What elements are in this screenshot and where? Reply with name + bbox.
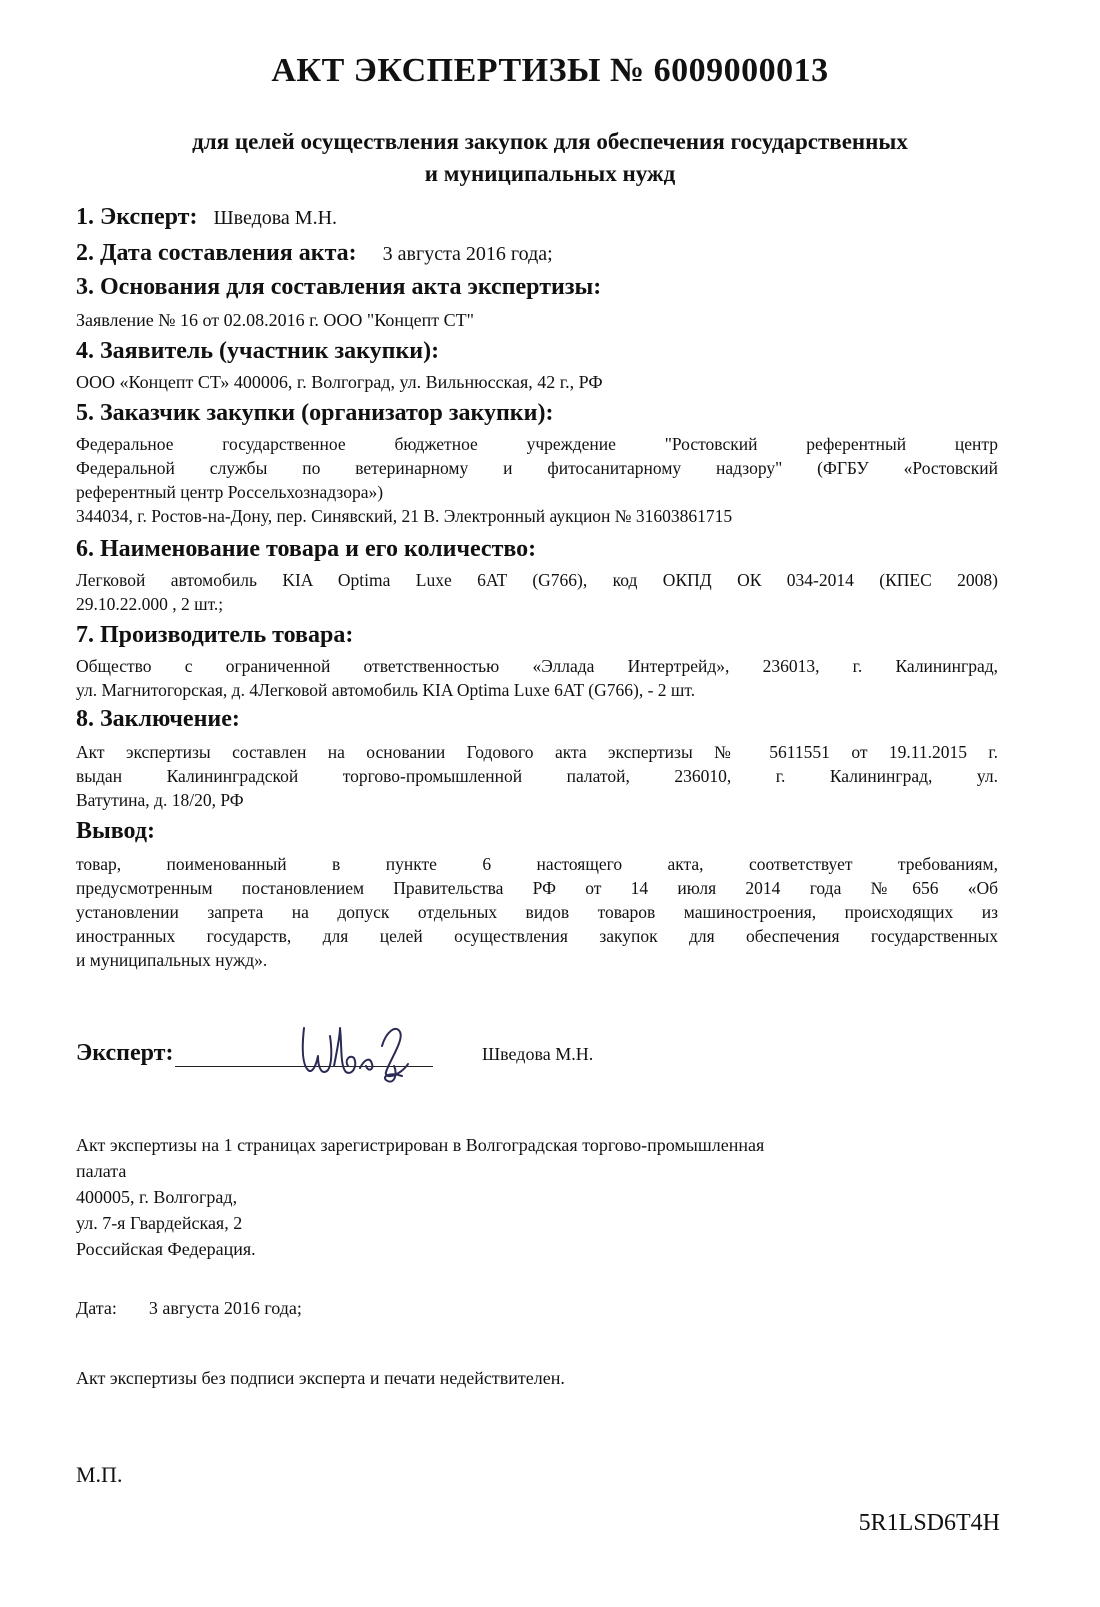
- text-line: Федеральное государственное бюджетное учреждение "Ростовский референтный центр: [76, 434, 998, 454]
- section-expert-value: Шведова М.Н.: [213, 207, 338, 229]
- text-line: Общество с ограниченной ответственностью «Эллада Интертрейд», 236013, г. Калининград,: [76, 656, 998, 676]
- signature-label: Эксперт:: [76, 1040, 174, 1066]
- document-title: АКТ ЭКСПЕРТИЗЫ № 6009000013: [271, 52, 829, 89]
- registration-block: [76, 1132, 764, 1262]
- section-applicant-text: ООО «Концепт СТ» 400006, г. Волгоград, ул. Вильнюсская, 42 г., РФ: [76, 372, 603, 392]
- section-act-date-label: 2. Дата составления акта:: [76, 240, 357, 266]
- registration-line: палата: [76, 1161, 127, 1181]
- text-line: Легковой автомобиль KIA Optima Luxe 6AT (G766), код ОКПД ОК 034-2014 (КПЕС 2008): [76, 570, 998, 590]
- date-value: 3 августа 2016 года;: [148, 1298, 302, 1318]
- section-goods-text: [76, 568, 998, 616]
- validity-note: Акт экспертизы без подписи эксперта и печати недействителен.: [76, 1368, 565, 1388]
- text-line: Акт экспертизы составлен на основании Годового акта экспертизы № 5611551 от 19.11.2015 г.: [76, 742, 998, 762]
- document-subtitle: [0, 126, 1100, 190]
- verdict-text: [76, 852, 998, 972]
- text-line: товар, поименованный в пункте 6 настоящего акта, соответствует требованиям,: [76, 854, 998, 874]
- section-grounds-text: Заявление № 16 от 02.08.2016 г. ООО "Концепт СТ": [76, 310, 474, 330]
- text-line: предусмотренным постановлением Правительства РФ от 14 июля 2014 года №656 «Об: [76, 878, 998, 898]
- handwritten-signature: [290, 1006, 440, 1088]
- section-act-date-value: 3 августа 2016 года;: [382, 243, 553, 265]
- text-line: Ватутина, д. 18/20, РФ: [76, 790, 244, 810]
- document-code: 5R1LSD6T4H: [858, 1510, 1000, 1536]
- section-goods-heading: 6. Наименование товара и его количество:: [76, 536, 537, 562]
- section-grounds-heading: 3. Основания для составления акта экспертизы:: [76, 274, 602, 300]
- subtitle-line-2: и муниципальных нужд: [424, 161, 676, 186]
- section-expert: [76, 204, 337, 231]
- section-customer-heading: 5. Заказчик закупки (организатор закупки):: [76, 400, 554, 426]
- section-conclusion-heading: 8. Заключение:: [76, 706, 240, 732]
- section-manufacturer-text: [76, 654, 998, 702]
- section-expert-label: 1. Эксперт:: [76, 204, 198, 230]
- subtitle-line-1: для целей осуществления закупок для обеспечения государственных: [192, 129, 908, 154]
- signature-name: Шведова М.Н.: [482, 1044, 594, 1064]
- section-customer-text: [76, 432, 998, 528]
- verdict-heading: Вывод:: [76, 818, 155, 844]
- text-line: установлении запрета на допуск отдельных видов товаров машиностроения, происходящих из: [76, 902, 998, 922]
- section-applicant-heading: 4. Заявитель (участник закупки):: [76, 338, 440, 364]
- text-line: 344034, г. Ростов-на-Дону, пер. Синявский, 21 В. Электронный аукцион № 31603861715: [76, 506, 733, 526]
- text-line: Федеральной службы по ветеринарному и фитосанитарному надзору" (ФГБУ «Ростовский: [76, 458, 998, 478]
- text-line: выдан Калининградской торгово-промышленной палатой, 236010, г. Калининград, ул.: [76, 766, 998, 786]
- section-manufacturer-heading: 7. Производитель товара:: [76, 622, 354, 648]
- text-line: референтный центр Россельхознадзора»): [76, 482, 384, 502]
- section-conclusion-text: [76, 740, 998, 812]
- date-row: [76, 1296, 302, 1320]
- registration-line: Российская Федерация.: [76, 1239, 256, 1259]
- text-line: и муниципальных нужд».: [76, 950, 268, 970]
- text-line: ул. Магнитогорская, д. 4Легковой автомобиль KIA Optima Luxe 6AT (G766), - 2 шт.: [76, 680, 696, 700]
- registration-line: Акт экспертизы на 1 страницах зарегистрирован в Волгоградская торгово-промышленная: [76, 1135, 765, 1155]
- section-act-date: [76, 240, 553, 267]
- stamp-place: М.П.: [76, 1462, 123, 1487]
- date-label: Дата:: [76, 1298, 117, 1318]
- registration-line: ул. 7-я Гвардейская, 2: [76, 1213, 243, 1233]
- text-line: иностранных государств, для целей осуществления закупок для обеспечения государственных: [76, 926, 998, 946]
- registration-line: 400005, г. Волгоград,: [76, 1187, 238, 1207]
- text-line: 29.10.22.000 , 2 шт.;: [76, 594, 224, 614]
